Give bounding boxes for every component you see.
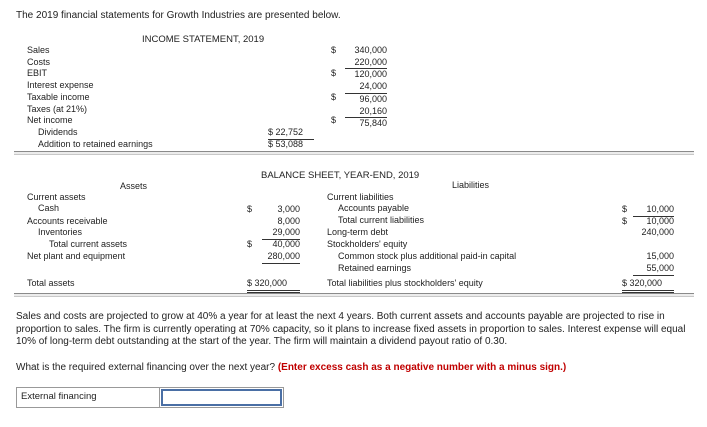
label-inventories: Inventories xyxy=(38,227,83,237)
label-long-term-debt: Long-term debt xyxy=(327,227,389,237)
value-accounts-receivable: 8,000 xyxy=(277,216,300,226)
question-instruction: (Enter excess cash as a negative number with a minus sign.) xyxy=(277,362,567,373)
is-label-sales: Sales xyxy=(27,45,50,55)
external-financing-row xyxy=(16,387,284,408)
is-label-addition: Addition to retained earnings xyxy=(38,139,153,149)
is-value-ebit: 120,000 xyxy=(354,69,387,80)
is-dollars xyxy=(331,45,343,127)
value-total-liabilities-equity: $ 320,000 xyxy=(622,278,674,293)
liabilities-header: Liabilities xyxy=(452,180,490,190)
is-values xyxy=(345,45,387,130)
external-financing-label: External financing xyxy=(17,388,160,407)
is-dollar-costs xyxy=(331,57,343,69)
value-total-assets: $ 320,000 xyxy=(247,278,300,293)
is-label-costs: Costs xyxy=(27,56,51,67)
is-value-interest: 24,000 xyxy=(345,81,387,94)
value-total-current-assets: 40,000 xyxy=(272,239,300,249)
is-dollar-sales: $ xyxy=(331,45,337,55)
label-total-liabilities-equity: Total liabilities plus stockholders' equity xyxy=(327,278,483,288)
label-net-plant: Net plant and equipment xyxy=(27,251,126,261)
is-dollar-taxable: $ xyxy=(331,91,337,102)
assets-header: Assets xyxy=(120,181,148,191)
dollar-total-current-assets: $ xyxy=(247,239,253,249)
income-statement-title: INCOME STATEMENT, 2019 xyxy=(142,34,265,45)
is-value-dividends: $ 22,752 xyxy=(268,127,314,140)
label-current-assets: Current assets xyxy=(27,192,86,202)
is-label-dividends: Dividends xyxy=(38,127,78,137)
is-dollar-ebit: $ xyxy=(331,68,337,79)
question-main: What is the required external financing over the next year? xyxy=(16,362,276,373)
value-inventories: 29,000 xyxy=(262,227,300,240)
label-common-stock: Common stock plus additional paid-in capital xyxy=(338,251,517,261)
is-label-taxes: Taxes (at 21%) xyxy=(27,103,88,114)
dollar-total-current-liabilities: $ xyxy=(622,216,628,226)
label-accounts-receivable: Accounts receivable xyxy=(27,216,108,226)
section-divider-bottom xyxy=(14,293,694,297)
balance-sheet-title: BALANCE SHEET, YEAR-END, 2019 xyxy=(261,170,420,181)
is-label-interest: Interest expense xyxy=(27,80,94,91)
problem-text: Sales and costs are projected to grow at 40% a year for at least the next 4 years. Both current assets and accounts payable are projected to rise in proportion to sales. The firm is currently operating at 70% capacity, so it plans to increase fixed assets in proportion to sales. Interest expense will equal 10% of long-term debt outstanding at the start of the year. The firm will maintain a dividend payout ratio of 0.30. xyxy=(16,311,686,348)
is-label-taxable: Taxable income xyxy=(27,91,90,102)
label-total-current-assets: Total current assets xyxy=(49,239,128,249)
value-cash: 3,000 xyxy=(277,204,300,214)
is-dollar-taxes xyxy=(331,103,343,115)
is-dollar-net: $ xyxy=(331,115,337,126)
value-long-term-debt: 240,000 xyxy=(641,227,674,237)
label-total-assets: Total assets xyxy=(27,278,75,288)
is-value-addition: $ 53,088 xyxy=(268,139,304,149)
is-value-sales: 340,000 xyxy=(354,45,387,55)
value-accounts-payable: 10,000 xyxy=(633,204,674,217)
is-dollar-interest xyxy=(331,80,343,92)
label-retained-earnings: Retained earnings xyxy=(338,263,412,273)
value-common-stock: 15,000 xyxy=(646,251,674,261)
dollar-cash: $ xyxy=(247,204,253,214)
label-total-current-liabilities: Total current liabilities xyxy=(338,215,425,225)
is-value-costs: 220,000 xyxy=(345,57,387,70)
value-total-current-liabilities: 10,000 xyxy=(646,216,674,226)
is-value-taxes: 20,160 xyxy=(345,106,387,119)
label-cash: Cash xyxy=(38,203,60,213)
value-retained-earnings: 55,000 xyxy=(633,263,674,276)
intro-text: The 2019 financial statements for Growth Industries are presented below. xyxy=(16,10,341,21)
is-value-net-income: 75,840 xyxy=(359,118,387,129)
label-current-liabilities: Current liabilities xyxy=(327,192,394,202)
is-label-net-income: Net income xyxy=(27,115,73,126)
external-financing-input[interactable] xyxy=(161,389,282,406)
section-divider-top xyxy=(14,151,694,155)
value-net-plant: 280,000 xyxy=(262,251,300,264)
dollar-accounts-payable: $ xyxy=(622,204,628,214)
is-value-taxable: 96,000 xyxy=(359,93,387,104)
question-text xyxy=(16,362,566,373)
label-accounts-payable: Accounts payable xyxy=(338,203,410,213)
is-labels xyxy=(27,45,94,127)
label-stockholders-equity: Stockholders' equity xyxy=(327,239,408,249)
is-label-ebit: EBIT xyxy=(27,68,48,79)
